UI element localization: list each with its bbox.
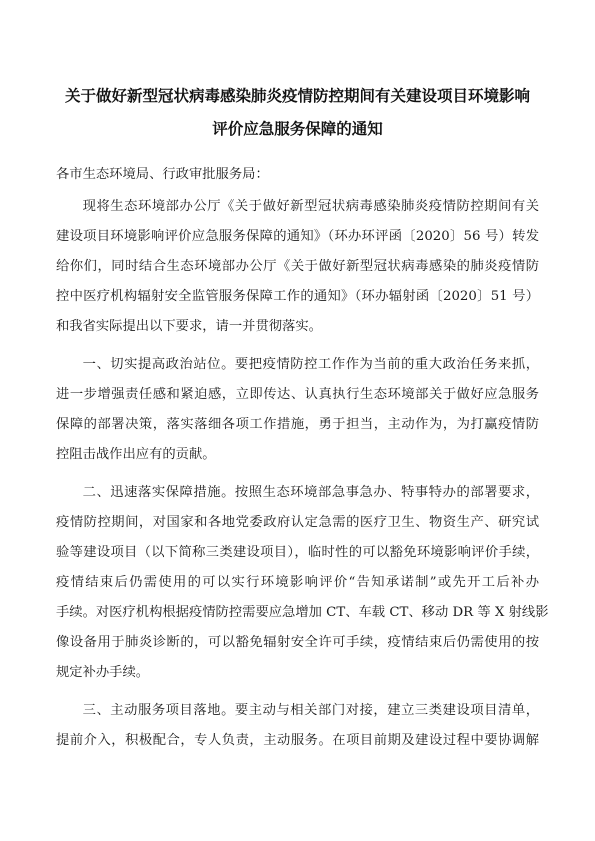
paragraph-section-2 (56, 478, 549, 688)
paragraph-line: 二、迅速落实保障措施。按照生态环境部急事急办、特事特办的部署要求， (82, 485, 539, 500)
paragraph-line: 控中医疗机构辐射安全监管服务保障工作的通知》（环办辐射函〔2020〕51 号） (56, 289, 539, 304)
paragraph-line: 现将生态环境部办公厅《关于做好新型冠状病毒感染肺炎疫情防控期间有关 (82, 199, 539, 214)
paragraph-section-1 (56, 350, 539, 470)
paragraph-line: 疫情结束后仍需使用的可以实行环境影响评价“告知承诺制”或先开工后补办 (56, 575, 539, 590)
paragraph-line: 像设备用于肺炎诊断的，可以豁免辐射安全许可手续，疫情结束后仍需使用的按 (56, 635, 539, 650)
paragraph-line: 疫情防控期间，对国家和各地党委政府认定急需的医疗卫生、物资生产、研究试 (56, 515, 539, 530)
salutation: 各市生态环境局、行政审批服务局： (56, 167, 269, 182)
paragraph-line: 验等建设项目（以下简称三类建设项目），临时性的可以豁免环境影响评价手续， (56, 545, 539, 560)
paragraph-line: 手续。对医疗机构根据疫情防控需要应急增加 CT、车载 CT、移动 DR 等 X 射线影 (56, 605, 549, 620)
paragraph-intro (56, 192, 539, 342)
paragraph-section-3 (56, 696, 539, 756)
paragraph-line: 提前介入，积极配合，专人负责，主动服务。在项目前期及建设过程中要协调解 (56, 733, 539, 748)
paragraph-line: 一、切实提高政治站位。要把疫情防控工作作为当前的重大政治任务来抓， (82, 357, 539, 372)
title-line-2: 评价应急服务保障的通知 (212, 120, 383, 138)
paragraph-line: 规定补办手续。 (56, 665, 150, 680)
paragraph-line: 保障的部署决策，落实落细各项工作措施，勇于担当，主动作为，为打赢疫情防 (56, 417, 539, 432)
paragraph-line: 建设项目环境影响评价应急服务保障的通知》（环办环评函〔2020〕56 号）转发 (56, 229, 539, 244)
paragraph-line: 和我省实际提出以下要求，请一并贯彻落实。 (56, 319, 322, 334)
paragraph-line: 进一步增强责任感和紧迫感，立即传达、认真执行生态环境部关于做好应急服务 (56, 387, 539, 402)
paragraph-line: 控阻击战作出应有的贡献。 (56, 447, 216, 462)
paragraph-line: 三、主动服务项目落地。要主动与相关部门对接，建立三类建设项目清单， (82, 703, 539, 718)
paragraph-line: 给你们，同时结合生态环境部办公厅《关于做好新型冠状病毒感染的肺炎疫情防 (56, 259, 539, 274)
title-line-1: 关于做好新型冠状病毒感染肺炎疫情防控期间有关建设项目环境影响 (64, 87, 530, 105)
document-title (56, 80, 539, 146)
